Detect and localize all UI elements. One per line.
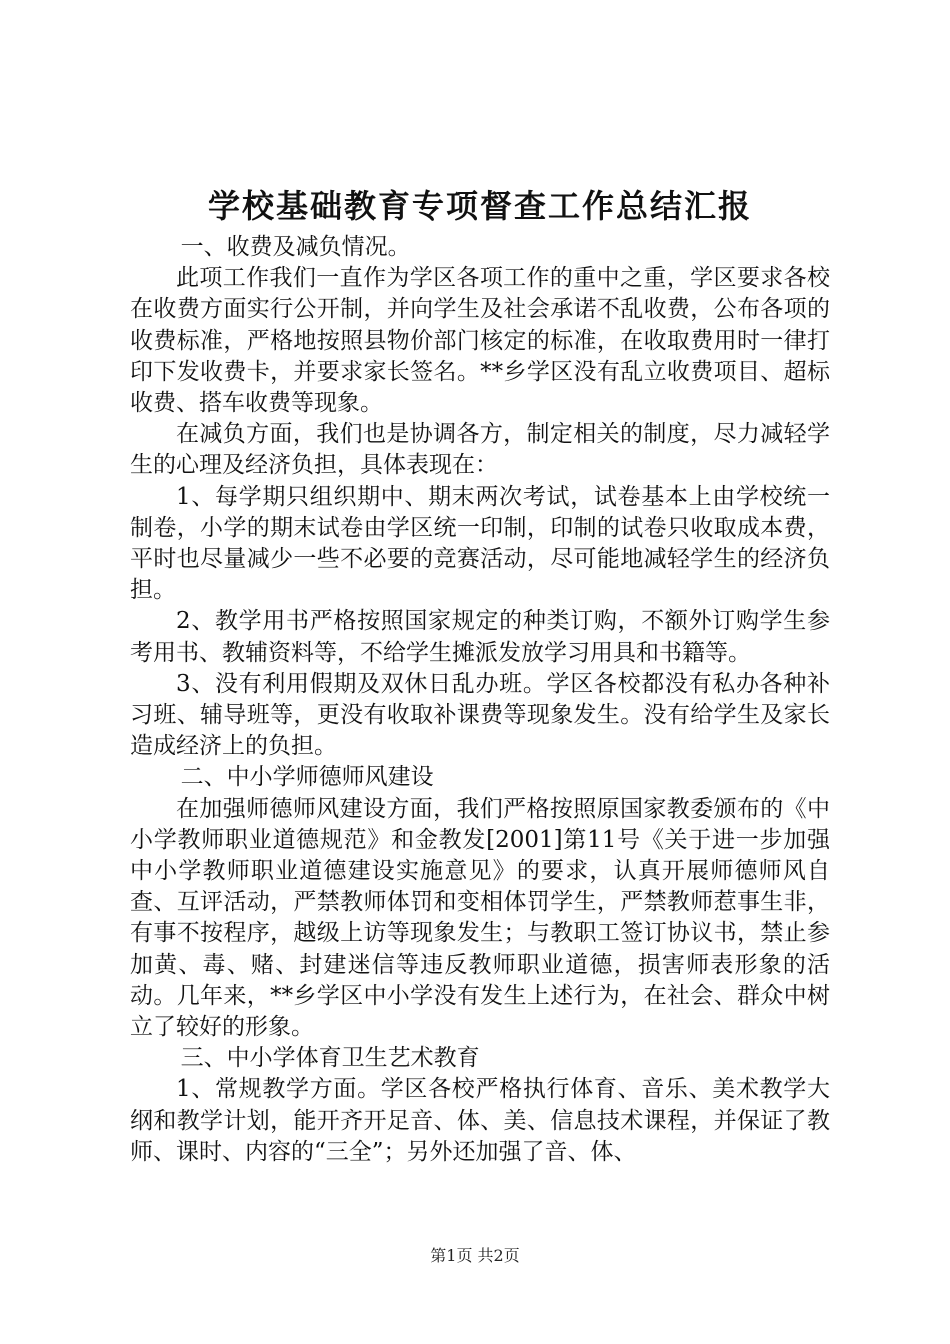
paragraph: 在减负方面，我们也是协调各方，制定相关的制度，尽力减轻学生的心理及经济负担，具体表现在： xyxy=(130,421,830,479)
section-heading-2: 二、中小学师德师风建设 xyxy=(180,764,434,791)
list-item: 3、没有利用假期及双休日乱办班。学区各校都没有私办各种补习班、辅导班等，更没有收取补课费等现象发生。没有给学生及家长造成经济上的负担。 xyxy=(130,670,830,760)
paragraph: 在加强师德师风建设方面，我们严格按照原国家教委颁布的《中小学教师职业道德规范》和金教发[2001]第11号《关于进一步加强中小学教师职业道德建设实施意见》的要求，认真开展师德师风自查、互评活动，严禁教师体罚和变相体罚学生，严禁教师惹事生非，有事不按程序，越级上访等现象发生；与教职工签订协议书，禁止参加黄、毒、赌、封建迷信等违反教师职业道德，损害师表形象的活动。几年来，**乡学区中小学没有发生上述行为，在社会、群众中树立了较好的形象。 xyxy=(130,795,830,1041)
list-item: 1、每学期只组织期中、期末两次考试，试卷基本上由学校统一制卷，小学的期末试卷由学区统一印制，印制的试卷只收取成本费，平时也尽量减少一些不必要的竞赛活动，尽可能地减轻学生的经济负担。 xyxy=(130,483,830,604)
page-footer: 第1页 共2页 xyxy=(430,1246,520,1265)
list-item: 2、教学用书严格按照国家规定的种类订购，不额外订购学生参考用书、教辅资料等，不给学生摊派发放学习用具和书籍等。 xyxy=(130,608,830,666)
paragraph: 此项工作我们一直作为学区各项工作的重中之重，学区要求各校在收费方面实行公开制，并向学生及社会承诺不乱收费，公布各项的收费标准，严格地按照县物价部门核定的标准，在收取费用时一律打印下发收费卡，并要求家长签名。**乡学区没有乱立收费项目、超标收费、搭车收费等现象。 xyxy=(130,265,830,417)
section-heading-3: 三、中小学体育卫生艺术教育 xyxy=(180,1045,480,1072)
document-title: 学校基础教育专项督查工作总结汇报 xyxy=(207,187,752,225)
document-page xyxy=(130,186,830,1168)
list-item: 1、常规教学方面。学区各校严格执行体育、音乐、美术教学大纲和教学计划，能开齐开足音、体、美、信息技术课程，并保证了教师、课时、内容的“三全”；另外还加强了音、体、 xyxy=(130,1076,830,1165)
section-heading-1: 一、收费及减负情况。 xyxy=(180,234,411,260)
